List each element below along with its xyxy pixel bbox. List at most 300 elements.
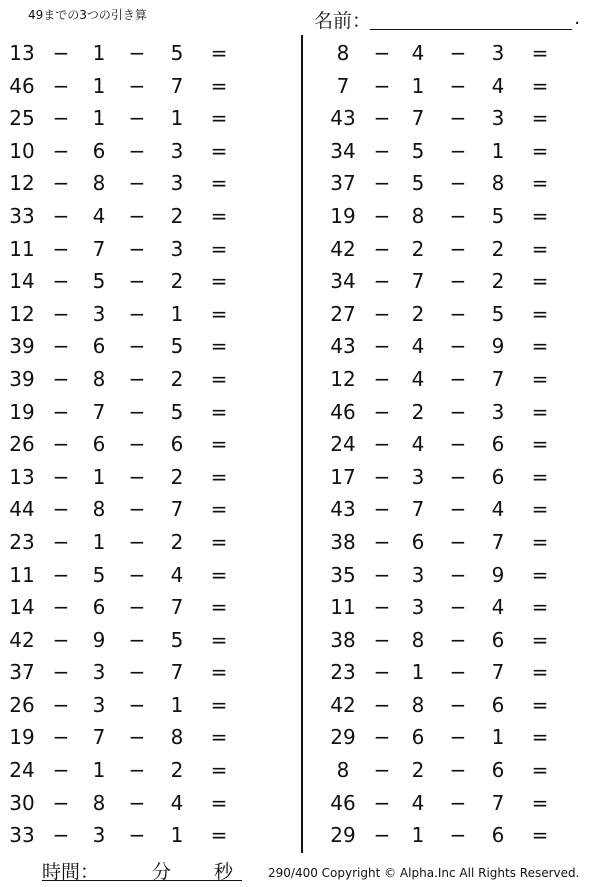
equals-sign: = bbox=[531, 660, 549, 685]
second-number: 7 bbox=[92, 725, 106, 750]
problem-row bbox=[0, 787, 300, 820]
minus-sign: − bbox=[128, 203, 146, 228]
minus-sign: − bbox=[449, 823, 467, 848]
equals-sign: = bbox=[210, 758, 228, 783]
minus-sign: − bbox=[128, 301, 146, 326]
first-number: 35 bbox=[330, 562, 356, 587]
equals-sign: = bbox=[531, 562, 549, 587]
problem-row bbox=[0, 135, 300, 168]
first-number: 42 bbox=[330, 692, 356, 717]
minus-sign: − bbox=[449, 595, 467, 620]
second-number: 6 bbox=[411, 725, 425, 750]
problem-row bbox=[303, 559, 600, 592]
first-number: 19 bbox=[9, 399, 35, 424]
time-field[interactable] bbox=[42, 857, 242, 883]
minus-sign: − bbox=[373, 464, 391, 489]
equals-sign: = bbox=[210, 138, 228, 163]
minus-sign: − bbox=[128, 660, 146, 685]
minus-sign: − bbox=[449, 432, 467, 457]
problem-row bbox=[0, 70, 300, 103]
equals-sign: = bbox=[531, 790, 549, 815]
minus-sign: − bbox=[52, 790, 70, 815]
second-number: 3 bbox=[411, 464, 425, 489]
second-number: 6 bbox=[411, 529, 425, 554]
minus-sign: − bbox=[449, 725, 467, 750]
first-number: 26 bbox=[9, 432, 35, 457]
second-number: 4 bbox=[411, 366, 425, 391]
name-label: 名前： bbox=[314, 10, 372, 32]
second-number: 5 bbox=[92, 562, 106, 587]
first-number: 23 bbox=[9, 529, 35, 554]
second-number: 8 bbox=[92, 790, 106, 815]
minus-sign: − bbox=[128, 790, 146, 815]
equals-sign: = bbox=[210, 432, 228, 457]
minus-sign: − bbox=[373, 790, 391, 815]
problem-row bbox=[0, 233, 300, 266]
first-number: 13 bbox=[9, 464, 35, 489]
equals-sign: = bbox=[531, 73, 549, 98]
minus-sign: − bbox=[373, 692, 391, 717]
minus-sign: − bbox=[373, 595, 391, 620]
first-number: 27 bbox=[330, 301, 356, 326]
equals-sign: = bbox=[210, 660, 228, 685]
minus-sign: − bbox=[52, 41, 70, 65]
minus-sign: − bbox=[373, 758, 391, 783]
first-number: 39 bbox=[9, 366, 35, 391]
problem-row bbox=[303, 591, 600, 624]
first-number: 33 bbox=[9, 823, 35, 848]
minus-sign: − bbox=[128, 41, 146, 65]
problem-row bbox=[0, 526, 300, 559]
problem-row bbox=[303, 689, 600, 722]
third-number: 5 bbox=[491, 203, 505, 228]
first-number: 34 bbox=[330, 138, 356, 163]
minus-sign: − bbox=[128, 171, 146, 196]
third-number: 4 bbox=[491, 497, 505, 522]
equals-sign: = bbox=[531, 595, 549, 620]
third-number: 8 bbox=[170, 725, 184, 750]
third-number: 2 bbox=[170, 269, 184, 294]
minus-sign: − bbox=[373, 366, 391, 391]
third-number: 5 bbox=[491, 301, 505, 326]
problem-row bbox=[0, 428, 300, 461]
minus-sign: − bbox=[52, 692, 70, 717]
first-number: 11 bbox=[9, 236, 35, 261]
problem-row bbox=[0, 298, 300, 331]
time-underline bbox=[42, 880, 242, 881]
third-number: 8 bbox=[491, 171, 505, 196]
minus-sign: − bbox=[373, 41, 391, 65]
problem-row bbox=[0, 167, 300, 200]
second-number: 4 bbox=[411, 41, 425, 65]
second-number: 8 bbox=[411, 627, 425, 652]
first-number: 12 bbox=[9, 171, 35, 196]
equals-sign: = bbox=[531, 497, 549, 522]
first-number: 46 bbox=[330, 399, 356, 424]
second-number: 8 bbox=[411, 203, 425, 228]
equals-sign: = bbox=[531, 692, 549, 717]
equals-sign: = bbox=[531, 366, 549, 391]
second-number: 8 bbox=[92, 366, 106, 391]
first-number: 30 bbox=[9, 790, 35, 815]
minus-sign: − bbox=[128, 692, 146, 717]
right-problem-column bbox=[303, 37, 600, 852]
third-number: 5 bbox=[170, 334, 184, 359]
second-number: 4 bbox=[411, 790, 425, 815]
third-number: 3 bbox=[491, 41, 505, 65]
third-number: 1 bbox=[491, 725, 505, 750]
second-number: 5 bbox=[411, 171, 425, 196]
equals-sign: = bbox=[531, 106, 549, 131]
problem-row bbox=[0, 102, 300, 135]
second-number: 1 bbox=[92, 529, 106, 554]
minus-sign: − bbox=[373, 562, 391, 587]
minus-sign: − bbox=[128, 823, 146, 848]
second-number: 3 bbox=[92, 823, 106, 848]
second-number: 5 bbox=[411, 138, 425, 163]
minus-sign: − bbox=[449, 41, 467, 65]
first-number: 26 bbox=[9, 692, 35, 717]
third-number: 7 bbox=[491, 790, 505, 815]
minus-sign: − bbox=[128, 73, 146, 98]
first-number: 39 bbox=[9, 334, 35, 359]
first-number: 12 bbox=[9, 301, 35, 326]
equals-sign: = bbox=[210, 823, 228, 848]
first-number: 17 bbox=[330, 464, 356, 489]
minus-sign: − bbox=[52, 203, 70, 228]
first-number: 7 bbox=[336, 73, 350, 98]
problem-row bbox=[303, 70, 600, 103]
first-number: 38 bbox=[330, 627, 356, 652]
minus-sign: − bbox=[449, 366, 467, 391]
equals-sign: = bbox=[210, 790, 228, 815]
third-number: 9 bbox=[491, 562, 505, 587]
second-number: 1 bbox=[92, 106, 106, 131]
minus-sign: − bbox=[449, 138, 467, 163]
problem-row bbox=[303, 787, 600, 820]
first-number: 46 bbox=[330, 790, 356, 815]
third-number: 1 bbox=[170, 301, 184, 326]
minus-sign: − bbox=[373, 203, 391, 228]
name-end-dot: . bbox=[574, 8, 580, 29]
minus-sign: − bbox=[52, 366, 70, 391]
minus-sign: − bbox=[52, 236, 70, 261]
equals-sign: = bbox=[210, 595, 228, 620]
first-number: 42 bbox=[9, 627, 35, 652]
problem-row bbox=[303, 461, 600, 494]
problem-row bbox=[303, 363, 600, 396]
minus-sign: − bbox=[128, 106, 146, 131]
third-number: 6 bbox=[491, 758, 505, 783]
problem-row bbox=[0, 559, 300, 592]
minus-sign: − bbox=[449, 790, 467, 815]
second-number: 6 bbox=[92, 432, 106, 457]
third-number: 6 bbox=[491, 692, 505, 717]
third-number: 7 bbox=[491, 366, 505, 391]
minus-sign: − bbox=[52, 106, 70, 131]
minus-sign: − bbox=[449, 627, 467, 652]
third-number: 2 bbox=[491, 236, 505, 261]
equals-sign: = bbox=[531, 236, 549, 261]
minus-sign: − bbox=[449, 301, 467, 326]
third-number: 3 bbox=[491, 399, 505, 424]
first-number: 12 bbox=[330, 366, 356, 391]
third-number: 9 bbox=[491, 334, 505, 359]
third-number: 3 bbox=[170, 236, 184, 261]
equals-sign: = bbox=[210, 529, 228, 554]
problem-row bbox=[303, 624, 600, 657]
third-number: 7 bbox=[491, 660, 505, 685]
minus-sign: − bbox=[449, 660, 467, 685]
problem-row bbox=[303, 167, 600, 200]
name-field[interactable] bbox=[314, 4, 580, 32]
equals-sign: = bbox=[531, 138, 549, 163]
minus-sign: − bbox=[373, 627, 391, 652]
left-problem-column bbox=[0, 37, 300, 852]
minus-sign: − bbox=[373, 269, 391, 294]
minus-sign: − bbox=[449, 529, 467, 554]
second-number: 1 bbox=[92, 73, 106, 98]
first-number: 23 bbox=[330, 660, 356, 685]
minus-sign: − bbox=[449, 203, 467, 228]
name-underline bbox=[370, 29, 572, 30]
problem-row bbox=[0, 591, 300, 624]
first-number: 34 bbox=[330, 269, 356, 294]
third-number: 1 bbox=[170, 106, 184, 131]
minus-sign: − bbox=[373, 497, 391, 522]
equals-sign: = bbox=[531, 432, 549, 457]
minus-sign: − bbox=[373, 138, 391, 163]
minus-sign: − bbox=[449, 106, 467, 131]
first-number: 24 bbox=[9, 758, 35, 783]
third-number: 1 bbox=[170, 823, 184, 848]
minus-sign: − bbox=[52, 464, 70, 489]
problem-row bbox=[303, 819, 600, 852]
problem-row bbox=[0, 721, 300, 754]
equals-sign: = bbox=[210, 334, 228, 359]
first-number: 10 bbox=[9, 138, 35, 163]
equals-sign: = bbox=[210, 627, 228, 652]
problem-row bbox=[303, 754, 600, 787]
equals-sign: = bbox=[531, 758, 549, 783]
problem-row bbox=[303, 330, 600, 363]
problem-row bbox=[303, 721, 600, 754]
first-number: 46 bbox=[9, 73, 35, 98]
first-number: 13 bbox=[9, 41, 35, 65]
equals-sign: = bbox=[210, 73, 228, 98]
first-number: 38 bbox=[330, 529, 356, 554]
second-number: 7 bbox=[92, 399, 106, 424]
minutes-label: 分 bbox=[152, 861, 172, 883]
first-number: 43 bbox=[330, 106, 356, 131]
equals-sign: = bbox=[210, 366, 228, 391]
minus-sign: − bbox=[52, 562, 70, 587]
second-number: 6 bbox=[92, 138, 106, 163]
minus-sign: − bbox=[373, 432, 391, 457]
equals-sign: = bbox=[531, 823, 549, 848]
first-number: 25 bbox=[9, 106, 35, 131]
minus-sign: − bbox=[449, 464, 467, 489]
second-number: 4 bbox=[92, 203, 106, 228]
first-number: 43 bbox=[330, 497, 356, 522]
minus-sign: − bbox=[52, 138, 70, 163]
third-number: 7 bbox=[491, 529, 505, 554]
minus-sign: − bbox=[52, 399, 70, 424]
equals-sign: = bbox=[531, 725, 549, 750]
equals-sign: = bbox=[531, 41, 549, 65]
equals-sign: = bbox=[210, 497, 228, 522]
minus-sign: − bbox=[449, 334, 467, 359]
equals-sign: = bbox=[531, 203, 549, 228]
minus-sign: − bbox=[52, 171, 70, 196]
third-number: 2 bbox=[170, 203, 184, 228]
first-number: 42 bbox=[330, 236, 356, 261]
first-number: 24 bbox=[330, 432, 356, 457]
equals-sign: = bbox=[210, 399, 228, 424]
equals-sign: = bbox=[531, 171, 549, 196]
problem-row bbox=[303, 233, 600, 266]
second-number: 2 bbox=[411, 301, 425, 326]
equals-sign: = bbox=[531, 529, 549, 554]
problem-row bbox=[303, 526, 600, 559]
second-number: 3 bbox=[411, 595, 425, 620]
problem-row bbox=[0, 754, 300, 787]
minus-sign: − bbox=[52, 334, 70, 359]
time-label: 時間： bbox=[42, 861, 100, 883]
problem-row bbox=[0, 330, 300, 363]
second-number: 3 bbox=[411, 562, 425, 587]
problem-row bbox=[303, 656, 600, 689]
problem-row bbox=[0, 624, 300, 657]
equals-sign: = bbox=[210, 301, 228, 326]
third-number: 1 bbox=[170, 692, 184, 717]
minus-sign: − bbox=[52, 627, 70, 652]
minus-sign: − bbox=[128, 464, 146, 489]
problem-row bbox=[0, 819, 300, 852]
minus-sign: − bbox=[449, 758, 467, 783]
second-number: 4 bbox=[411, 334, 425, 359]
equals-sign: = bbox=[210, 171, 228, 196]
third-number: 7 bbox=[170, 73, 184, 98]
worksheet-title: 49までの3つの引き算 bbox=[28, 8, 147, 22]
problem-row bbox=[0, 656, 300, 689]
minus-sign: − bbox=[373, 301, 391, 326]
third-number: 4 bbox=[491, 595, 505, 620]
minus-sign: − bbox=[128, 138, 146, 163]
minus-sign: − bbox=[128, 529, 146, 554]
equals-sign: = bbox=[210, 725, 228, 750]
minus-sign: − bbox=[449, 692, 467, 717]
third-number: 2 bbox=[170, 464, 184, 489]
problem-row bbox=[0, 37, 300, 70]
first-number: 14 bbox=[9, 269, 35, 294]
minus-sign: − bbox=[128, 432, 146, 457]
problem-row bbox=[0, 396, 300, 429]
second-number: 1 bbox=[411, 73, 425, 98]
problem-row bbox=[0, 461, 300, 494]
minus-sign: − bbox=[52, 73, 70, 98]
first-number: 8 bbox=[336, 758, 350, 783]
minus-sign: − bbox=[52, 823, 70, 848]
minus-sign: − bbox=[373, 236, 391, 261]
problem-row bbox=[303, 265, 600, 298]
second-number: 6 bbox=[92, 334, 106, 359]
copyright-footer: 290/400 Copyright © Alpha.Inc All Rights Reserved. bbox=[268, 866, 580, 880]
first-number: 11 bbox=[9, 562, 35, 587]
problem-row bbox=[0, 200, 300, 233]
minus-sign: − bbox=[52, 595, 70, 620]
minus-sign: − bbox=[128, 269, 146, 294]
second-number: 1 bbox=[411, 823, 425, 848]
equals-sign: = bbox=[210, 203, 228, 228]
minus-sign: − bbox=[52, 758, 70, 783]
problem-row bbox=[303, 396, 600, 429]
minus-sign: − bbox=[128, 399, 146, 424]
problem-row bbox=[303, 37, 600, 70]
second-number: 7 bbox=[411, 106, 425, 131]
first-number: 19 bbox=[330, 203, 356, 228]
third-number: 4 bbox=[170, 562, 184, 587]
first-number: 19 bbox=[9, 725, 35, 750]
third-number: 3 bbox=[491, 106, 505, 131]
third-number: 7 bbox=[170, 595, 184, 620]
second-number: 1 bbox=[92, 41, 106, 65]
second-number: 3 bbox=[92, 301, 106, 326]
minus-sign: − bbox=[128, 595, 146, 620]
second-number: 1 bbox=[92, 464, 106, 489]
third-number: 5 bbox=[170, 399, 184, 424]
minus-sign: − bbox=[373, 823, 391, 848]
equals-sign: = bbox=[531, 269, 549, 294]
minus-sign: − bbox=[128, 627, 146, 652]
problem-row bbox=[303, 493, 600, 526]
minus-sign: − bbox=[373, 660, 391, 685]
minus-sign: − bbox=[52, 660, 70, 685]
third-number: 7 bbox=[170, 660, 184, 685]
second-number: 5 bbox=[92, 269, 106, 294]
second-number: 2 bbox=[411, 236, 425, 261]
first-number: 33 bbox=[9, 203, 35, 228]
problem-row bbox=[303, 135, 600, 168]
minus-sign: − bbox=[373, 334, 391, 359]
minus-sign: − bbox=[449, 562, 467, 587]
equals-sign: = bbox=[531, 627, 549, 652]
third-number: 2 bbox=[170, 529, 184, 554]
minus-sign: − bbox=[449, 269, 467, 294]
third-number: 2 bbox=[170, 758, 184, 783]
minus-sign: − bbox=[128, 725, 146, 750]
third-number: 7 bbox=[170, 497, 184, 522]
second-number: 3 bbox=[92, 660, 106, 685]
minus-sign: − bbox=[373, 725, 391, 750]
first-number: 8 bbox=[336, 41, 350, 65]
second-number: 4 bbox=[411, 432, 425, 457]
first-number: 37 bbox=[330, 171, 356, 196]
third-number: 3 bbox=[170, 171, 184, 196]
equals-sign: = bbox=[210, 464, 228, 489]
second-number: 2 bbox=[411, 399, 425, 424]
third-number: 6 bbox=[491, 432, 505, 457]
equals-sign: = bbox=[210, 692, 228, 717]
second-number: 8 bbox=[411, 692, 425, 717]
minus-sign: − bbox=[52, 432, 70, 457]
minus-sign: − bbox=[373, 106, 391, 131]
minus-sign: − bbox=[52, 529, 70, 554]
minus-sign: − bbox=[449, 497, 467, 522]
third-number: 6 bbox=[491, 627, 505, 652]
problem-row bbox=[303, 200, 600, 233]
minus-sign: − bbox=[449, 73, 467, 98]
